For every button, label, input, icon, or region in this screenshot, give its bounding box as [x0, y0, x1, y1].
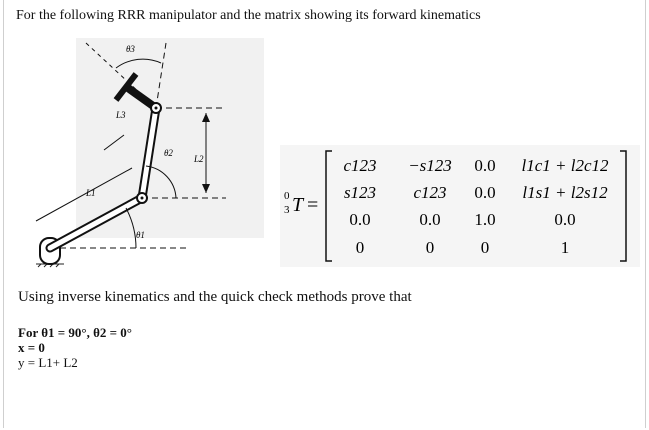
kinematics-matrix	[280, 145, 640, 267]
matrix-cell: l1s1 + l2s12	[522, 183, 608, 202]
matrix-cell: c123	[343, 156, 377, 175]
L2-label: L2	[194, 154, 204, 164]
condition-x: x = 0	[18, 340, 45, 355]
matrix-cell: 1	[560, 238, 570, 257]
matrix-lhs-sub: 3	[284, 204, 290, 216]
matrix-cell: 0	[355, 238, 365, 257]
matrix-lhs-T: T	[292, 194, 304, 216]
condition-angles: For θ1 = 90°, θ2 = 0°	[18, 325, 133, 340]
theta2-label: θ2	[164, 148, 173, 158]
matrix-cell: 0.0	[474, 156, 496, 175]
L3-label: L3	[116, 110, 126, 120]
matrix-cell: c123	[413, 183, 447, 202]
condition-y: y = L1+ L2	[18, 355, 78, 370]
question-title: For the following RRR manipulator and the matrix showing its forward kinematics	[16, 8, 481, 23]
matrix-svg	[280, 145, 640, 267]
instruction-text: Using inverse kinematics and the quick check methods prove that	[18, 289, 412, 305]
matrix-cell: 1.0	[474, 210, 496, 229]
matrix-cell: 0.0	[474, 183, 496, 202]
matrix-cell: l1c1 + l2c12	[521, 156, 609, 175]
matrix-cell: 0.0	[554, 210, 576, 229]
theta3-label: θ3	[126, 44, 135, 54]
matrix-cell: 0.0	[349, 210, 371, 229]
matrix-cell: s123	[343, 183, 377, 202]
matrix-equals: =	[307, 194, 319, 216]
matrix-cell: 0	[425, 238, 435, 257]
conditions-block	[18, 325, 132, 370]
matrix-lhs-super: 0	[284, 190, 290, 202]
matrix-cell: 0	[480, 238, 490, 257]
matrix-cell: 0.0	[419, 210, 441, 229]
theta1-label: θ1	[136, 230, 145, 240]
manipulator-figure	[16, 38, 264, 268]
matrix-cell: −s123	[408, 156, 452, 175]
figure-background	[76, 38, 264, 238]
manipulator-diagram	[16, 38, 264, 268]
L1-label: L1	[86, 188, 96, 198]
